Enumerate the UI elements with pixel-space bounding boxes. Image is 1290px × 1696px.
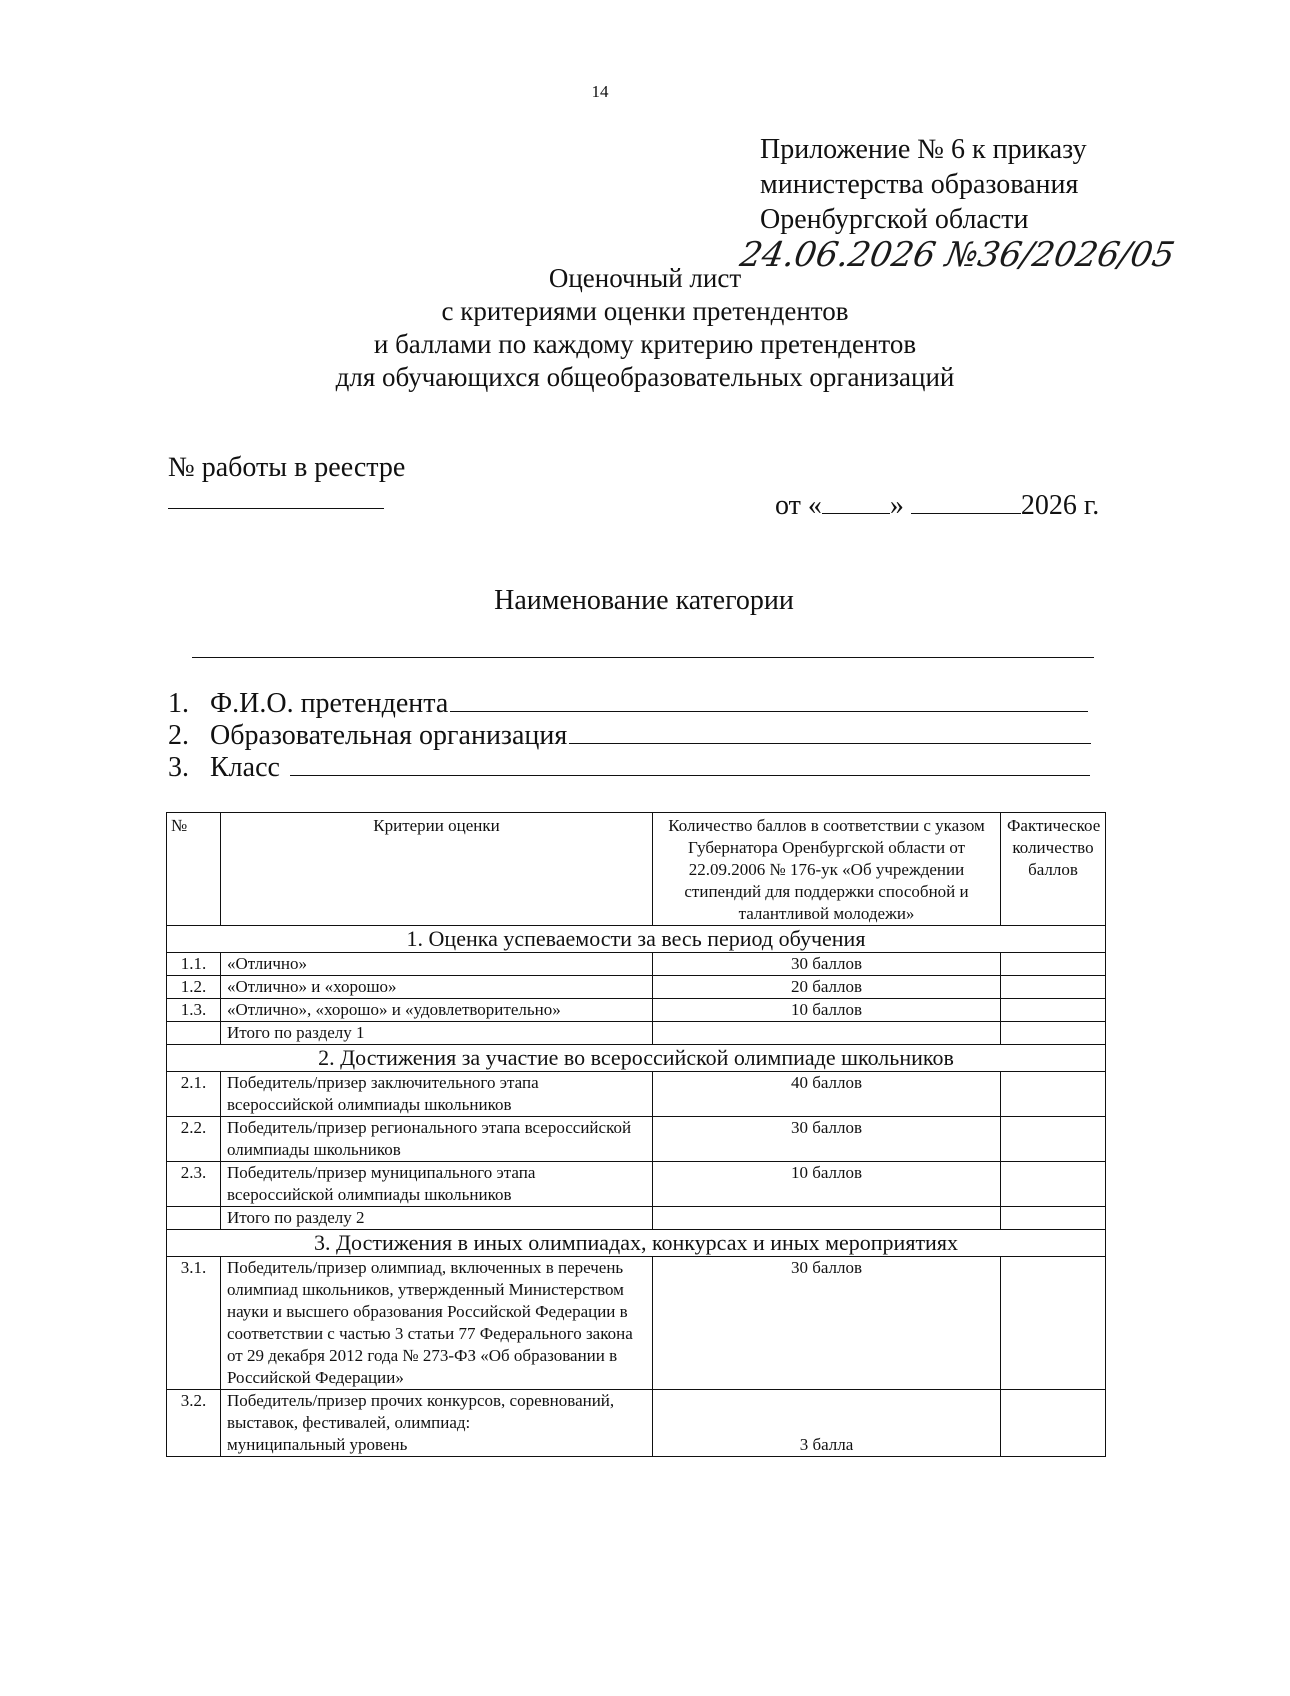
row-actual-blank[interactable] <box>1001 1072 1106 1117</box>
row-number: 2.1. <box>167 1072 221 1117</box>
table-row <box>167 1117 1106 1162</box>
row-number: 1.1. <box>167 953 221 976</box>
row-points: 3 балла <box>653 1390 1001 1457</box>
field-blank <box>450 693 1088 712</box>
field-grade <box>168 752 1090 784</box>
row-points: 10 баллов <box>653 999 1001 1022</box>
row-points: 30 баллов <box>653 953 1001 976</box>
row-number-empty <box>167 1022 221 1045</box>
row-actual-blank[interactable] <box>1001 1117 1106 1162</box>
category-label: Наименование категории <box>494 585 794 616</box>
row-points-empty <box>653 1207 1001 1230</box>
date-line <box>775 490 1099 522</box>
row-number: 2.2. <box>167 1117 221 1162</box>
row-criterion: «Отлично» <box>221 953 653 976</box>
title-line-2: с критериями оценки претендентов <box>441 296 849 326</box>
table-row <box>167 976 1106 999</box>
table-row <box>167 1390 1106 1457</box>
row-criterion: Победитель/призер регионального этапа всероссийской олимпиады школьников <box>221 1117 653 1162</box>
section-title: 2. Достижения за участие во всероссийской олимпиаде школьников <box>167 1045 1106 1072</box>
table-total-row <box>167 1207 1106 1230</box>
appendix-header <box>760 132 1087 237</box>
row-actual-blank[interactable] <box>1001 953 1106 976</box>
header-criteria: Критерии оценки <box>221 813 653 926</box>
row-number: 3.1. <box>167 1257 221 1390</box>
row-actual-blank[interactable] <box>1001 1390 1106 1457</box>
row-points: 40 баллов <box>653 1072 1001 1117</box>
title-line-4: для обучающихся общеобразовательных организаций <box>335 362 955 392</box>
table-row <box>167 999 1106 1022</box>
section-heading-3 <box>167 1230 1106 1257</box>
table-row <box>167 1257 1106 1390</box>
row-total-label: Итого по разделу 1 <box>221 1022 653 1045</box>
signature-text: 24.06.2026 №36/2026/05 <box>737 235 1178 275</box>
section-heading-1 <box>167 926 1106 953</box>
section-heading-2 <box>167 1045 1106 1072</box>
date-mid: » <box>889 490 904 521</box>
registry-label: № работы в реестре <box>168 452 406 483</box>
row-number: 1.2. <box>167 976 221 999</box>
field-label: Класс <box>210 752 280 783</box>
row-actual-blank[interactable] <box>1001 1022 1106 1045</box>
row-number-empty <box>167 1207 221 1230</box>
header-number: № <box>167 813 221 926</box>
row-actual-blank[interactable] <box>1001 976 1106 999</box>
section-title: 3. Достижения в иных олимпиадах, конкурсах и иных мероприятиях <box>167 1230 1106 1257</box>
field-blank <box>569 725 1091 744</box>
table-row <box>167 1072 1106 1117</box>
row-points: 30 баллов <box>653 1257 1001 1390</box>
row-number: 1.3. <box>167 999 221 1022</box>
day-blank <box>822 493 890 514</box>
header-points: Количество баллов в соответствии с указом Губернатора Оренбургской области от 22.09.2006 № 176-ук «Об учреждении стипендий для поддержки способной и талантливой молодежи» <box>653 813 1001 926</box>
registry-number-blank <box>168 508 384 509</box>
row-total-label: Итого по разделу 2 <box>221 1207 653 1230</box>
row-points: 30 баллов <box>653 1117 1001 1162</box>
field-organization <box>168 720 1091 752</box>
table-header-row <box>167 813 1106 926</box>
appendix-line-2: министерства образования <box>760 169 1079 200</box>
row-criterion: «Отлично» и «хорошо» <box>221 976 653 999</box>
criteria-table <box>166 812 1106 1457</box>
section-title: 1. Оценка успеваемости за весь период обучения <box>167 926 1106 953</box>
header-actual-points: Фактическое количество баллов <box>1001 813 1106 926</box>
row-actual-blank[interactable] <box>1001 1257 1106 1390</box>
appendix-line-1: Приложение № 6 к приказу <box>760 134 1087 165</box>
field-number: 3. <box>168 752 189 783</box>
row-criterion: Победитель/призер муниципального этапа всероссийской олимпиады школьников <box>221 1162 653 1207</box>
row-actual-blank[interactable] <box>1001 999 1106 1022</box>
document-title <box>0 262 1290 394</box>
date-year: 2026 г. <box>1020 490 1100 521</box>
row-points-empty <box>653 1022 1001 1045</box>
field-blank <box>290 757 1090 776</box>
title-line-1: Оценочный лист <box>548 263 742 293</box>
appendix-line-3: Оренбургской области <box>760 204 1029 235</box>
table-total-row <box>167 1022 1106 1045</box>
field-label: Ф.И.О. претендента <box>210 688 449 719</box>
month-blank <box>911 493 1021 514</box>
row-criterion-intro: Победитель/призер прочих конкурсов, соревнований, выставок, фестивалей, олимпиад: <box>227 1391 615 1432</box>
row-actual-blank[interactable] <box>1001 1207 1106 1230</box>
field-applicant-name <box>168 688 1088 720</box>
field-number: 2. <box>168 720 189 751</box>
row-criterion <box>221 1390 653 1457</box>
row-points: 20 баллов <box>653 976 1001 999</box>
date-prefix: от « <box>775 490 822 521</box>
field-number: 1. <box>168 688 189 719</box>
row-criterion-level: муниципальный уровень <box>227 1435 408 1454</box>
table-row <box>167 1162 1106 1207</box>
page-number: 14 <box>591 82 609 101</box>
row-criterion: Победитель/призер заключительного этапа всероссийской олимпиады школьников <box>221 1072 653 1117</box>
row-criterion: Победитель/призер олимпиад, включенных в перечень олимпиад школьников, утвержденный Министерством науки и высшего образования Российской Федерации в соответствии с частью 3 статьи 77 Федерального закона от 29 декабря 2012 года № 273-ФЗ «Об образовании в Российской Федерации» <box>221 1257 653 1390</box>
row-number: 2.3. <box>167 1162 221 1207</box>
row-actual-blank[interactable] <box>1001 1162 1106 1207</box>
category-blank <box>192 657 1094 658</box>
row-points: 10 баллов <box>653 1162 1001 1207</box>
field-label: Образовательная организация <box>210 720 568 751</box>
row-criterion: «Отлично», «хорошо» и «удовлетворительно» <box>221 999 653 1022</box>
title-line-3: и баллами по каждому критерию претендентов <box>373 329 917 359</box>
table-row <box>167 953 1106 976</box>
row-number: 3.2. <box>167 1390 221 1457</box>
